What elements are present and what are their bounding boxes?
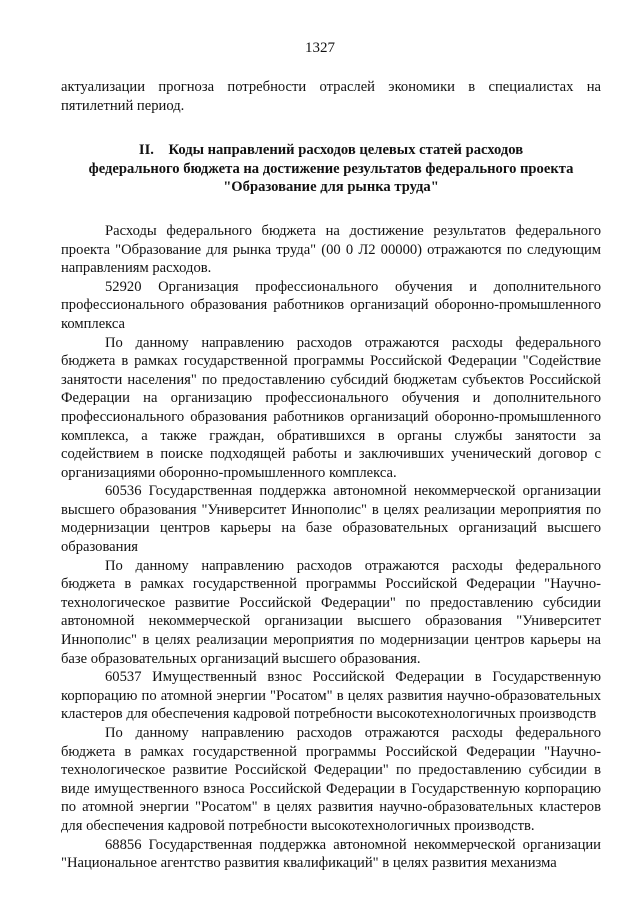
heading-line-2: федерального бюджета на достижение результатов федерального проекта (88, 160, 574, 177)
paragraph-intro: Расходы федерального бюджета на достижение результатов федерального проекта "Образование для рынка труда" (00 0 Л2 00000) отражаются по следующим направлениям расходов. (61, 222, 601, 277)
document-body (61, 78, 601, 873)
paragraph-code-60537: 60537 Имущественный взнос Российской Федерации в Государственную корпорацию по атомной энергии "Росатом" в целях развития научно-образовательных кластеров для обеспечения кадровой потребности высокотехнологичных производств (61, 669, 601, 723)
paragraph-60536-description: По данному направлению расходов отражаются расходы федерального бюджета в рамках государственной программы Российской Федерации "Научно-технологическое развитие Российской Федерации" по предоставлению субсидии автономной некоммерческой организации высшего образования "Университет Иннополис" в целях реализации мероприятия по модернизации центров карьеры на базе образовательных организаций высшего образования. (61, 557, 601, 667)
continuation-paragraph: актуализации прогноза потребности отраслей экономики в специалистах на пятилетний период. (61, 79, 601, 114)
page-number: 1327 (305, 40, 335, 56)
paragraph-52920-description: По данному направлению расходов отражаются расходы федерального бюджета в рамках государственной программы Российской Федерации "Содействие занятости населения" по предоставлению субсидий бюджетам субъектов Российской Федерации на организацию профессионального обучения и дополнительного профессионального образования работников организаций оборонно-промышленного комплекса, а также граждан, обратившихся в органы службы занятости за содействием в поиске подходящей работы и заключивших ученический договор с организациями оборонно-промышленного комплекса. (61, 334, 601, 481)
paragraph-60537-description: По данному направлению расходов отражаются расходы федерального бюджета в рамках государственной программы Российской Федерации "Научно-технологическое развитие Российской Федерации" по предоставлению субсидии в виде имущественного взноса Российской Федерации в Государственную корпорацию по атомной энергии "Росатом" в целях развития научно-образовательных кластеров для обеспечения кадровой потребности высокотехнологичных производств. (61, 725, 601, 834)
section-heading (61, 141, 601, 197)
heading-line-3: "Образование для рынка труда" (223, 179, 439, 196)
paragraph-code-60536: 60536 Государственная поддержка автономной некоммерческой организации высшего образования "Университет Иннополис" в целях реализации мероприятия по модернизации центров карьеры на базе образовательных организаций высшего образования (61, 483, 601, 556)
heading-line-1: II. Коды направлений расходов целевых статей расходов (138, 142, 524, 159)
paragraph-code-68856: 68856 Государственная поддержка автономной некоммерческой организации "Национальное агентство развития квалификаций" в целях развития механизма (61, 836, 601, 872)
paragraph-code-52920: 52920 Организация профессионального обучения и дополнительного профессионального образования работников организаций оборонно-промышленного комплекса (61, 278, 601, 332)
